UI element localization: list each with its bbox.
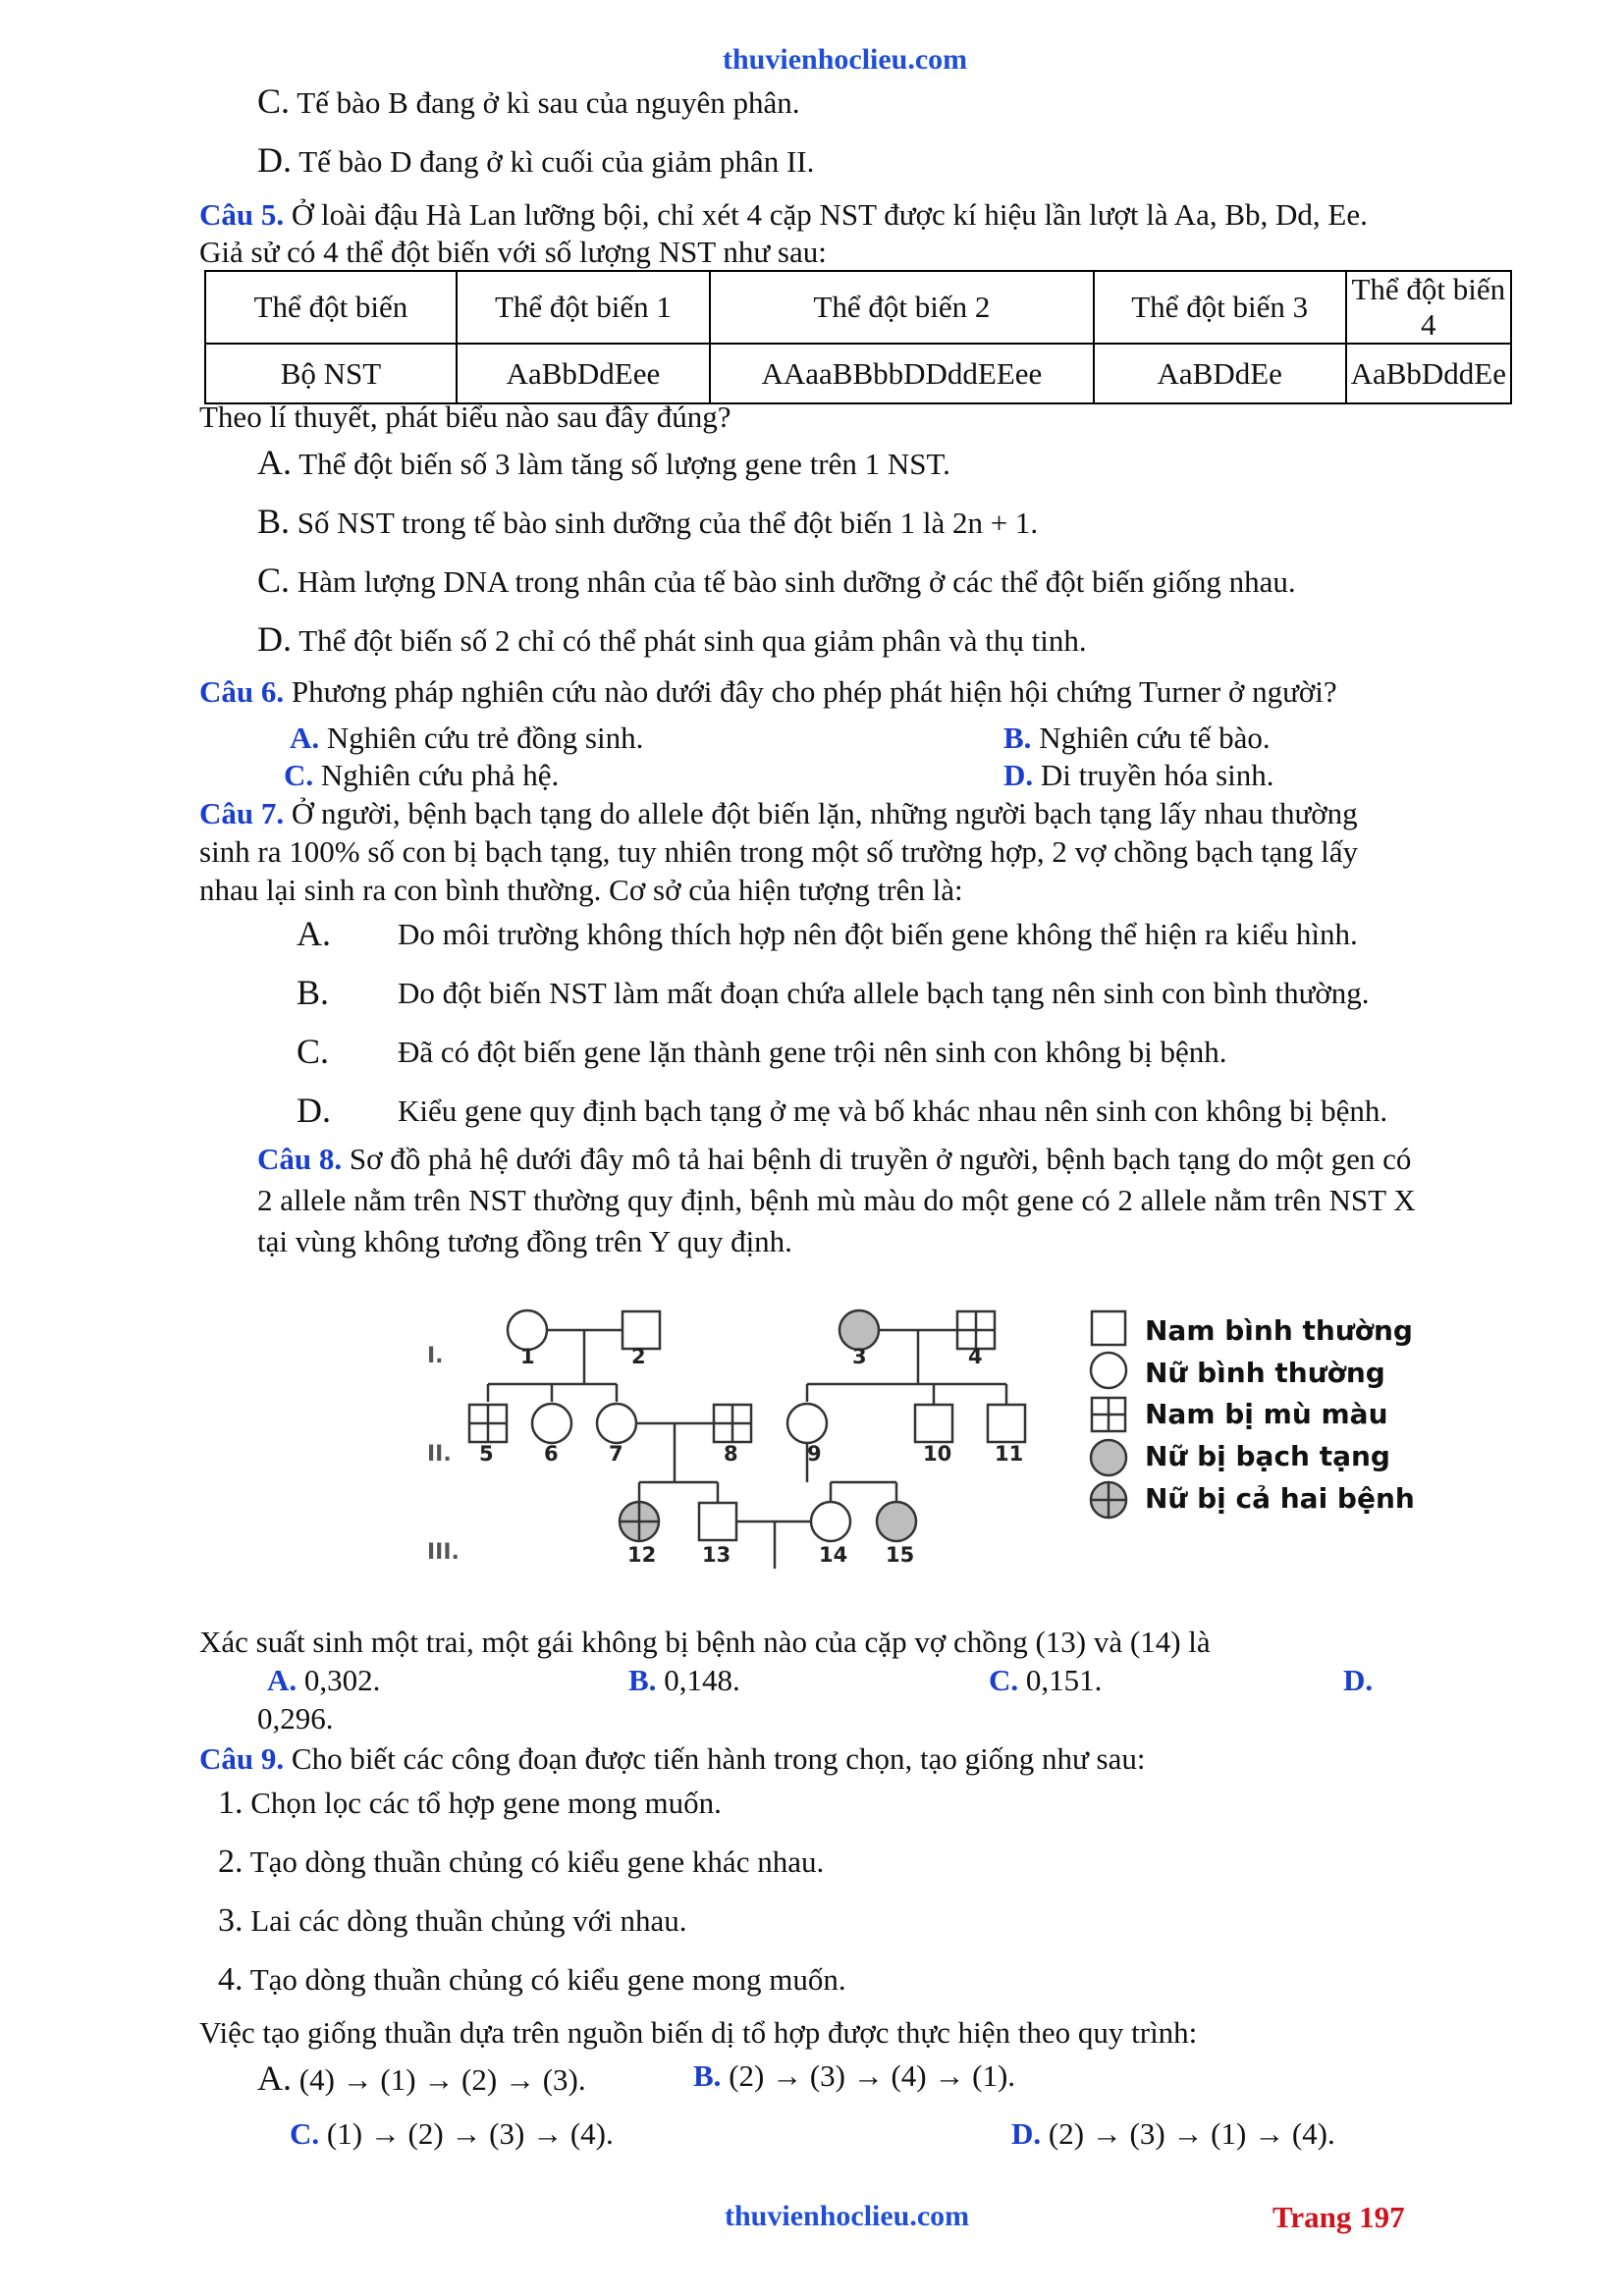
individual-number: 8 xyxy=(724,1442,738,1466)
mutant-table-cell: AaBDdEe xyxy=(1094,344,1346,403)
q6-option-b-letter: B. xyxy=(1003,721,1032,755)
header-site[interactable]: thuvienhoclieu.com xyxy=(723,43,968,76)
q6-option-a-letter: A. xyxy=(290,721,320,755)
individual-number: 3 xyxy=(852,1345,867,1368)
legend-label: Nam bị mù màu xyxy=(1145,1398,1388,1430)
q9-step-text: Tạo dòng thuần chủng có kiểu gene mong muốn. xyxy=(249,1962,846,1997)
q6-option-c-letter: C. xyxy=(284,758,314,792)
individual-number: 4 xyxy=(968,1345,983,1368)
q8-option-a xyxy=(267,1663,380,1698)
mutant-table-header: Thể đột biến 3 xyxy=(1094,271,1346,344)
q9-step xyxy=(218,1901,686,1940)
q7-text-line1: Ở người, bệnh bạch tạng do allele đột biến lặn, những người bạch tạng lấy nhau thường xyxy=(291,796,1358,830)
q6-option-b-text: Nghiên cứu tế bào. xyxy=(1039,721,1271,755)
individual-6 xyxy=(532,1404,571,1443)
q5-option-d-letter: D. xyxy=(257,619,292,659)
legend-label: Nam bình thường xyxy=(1145,1314,1413,1347)
q9-step-text: Tạo dòng thuần chủng có kiểu gene khác nhau. xyxy=(249,1844,825,1879)
individual-1 xyxy=(508,1310,547,1350)
q9-question xyxy=(199,1741,1145,1777)
q5-option-b-letter: B. xyxy=(257,502,291,541)
individual-number: 2 xyxy=(631,1345,646,1368)
individual-number: 15 xyxy=(886,1543,915,1567)
q5-option-a-text: Thể đột biến số 3 làm tăng số lượng gene trên 1 NST. xyxy=(298,447,950,481)
q6-option-d-letter: D. xyxy=(1003,758,1034,792)
q8-option-c-text: 0,151. xyxy=(1025,1663,1103,1697)
mutant-table-header: Thể đột biến 4 xyxy=(1346,271,1511,344)
q9-step-number: 2. xyxy=(218,1843,244,1880)
q4-option-c-text: Tế bào B đang ở kì sau của nguyên phân. xyxy=(297,85,800,120)
legend-label: Nữ bình thường xyxy=(1145,1357,1385,1389)
q9-option-b-text: (2) → (3) → (4) → (1). xyxy=(729,2058,1016,2093)
q4-option-d-text: Tế bào D đang ở kì cuối của giảm phân II. xyxy=(298,144,815,179)
q9-step xyxy=(218,1960,846,1999)
q8-line2: 2 allele nằm trên NST thường quy định, bệnh mù màu do một gene có 2 allele nằm trên NST X xyxy=(257,1183,1416,1217)
individual-number: 10 xyxy=(923,1442,952,1466)
q8-option-b-text: 0,148. xyxy=(664,1663,740,1697)
q8-option-c-letter: C. xyxy=(989,1663,1019,1697)
gen-label-1: I. xyxy=(427,1344,444,1368)
individual-15 xyxy=(877,1502,916,1541)
individual-number: 9 xyxy=(807,1442,822,1466)
mutant-table-header: Thể đột biến 1 xyxy=(457,271,710,344)
mutant-table-cell: AaBbDddEe xyxy=(1346,344,1511,403)
q5-option-c-letter: C. xyxy=(257,561,291,600)
q5-option-a-letter: A. xyxy=(257,443,292,482)
legend-female-albino-icon xyxy=(1091,1440,1126,1475)
q5-option-b-text: Số NST trong tế bào sinh dưỡng của thể đột biến 1 là 2n + 1. xyxy=(297,506,1039,540)
individual-10 xyxy=(915,1405,952,1442)
q5-option-d-text: Thể đột biến số 2 chỉ có thể phát sinh qua giảm phân và thụ tinh. xyxy=(298,623,1087,658)
page-number: Trang 197 xyxy=(1272,2200,1405,2234)
q9-option-b-letter: B. xyxy=(693,2058,722,2093)
q9-prompt: Việc tạo giống thuần dựa trên nguồn biến dị tổ hợp được thực hiện theo quy trình: xyxy=(199,2015,1198,2050)
q9-option-d xyxy=(1011,2116,1335,2152)
mutant-table-header: Thể đột biến xyxy=(205,271,457,344)
q9-option-c xyxy=(290,2116,614,2152)
q9-option-b xyxy=(693,2058,1015,2094)
individual-number: 5 xyxy=(479,1442,494,1466)
q4-option-c-letter: C. xyxy=(257,81,291,121)
q6-option-a-text: Nghiên cứu trẻ đồng sinh. xyxy=(326,721,644,755)
q8-label: Câu 8. xyxy=(257,1142,343,1176)
q7-line2: sinh ra 100% số con bị bạch tạng, tuy nhiên trong một số trường hợp, 2 vợ chồng bạch tạng lấy xyxy=(199,834,1359,869)
mutant-table-cell: AaBbDdEee xyxy=(457,344,710,403)
q6-option-d-text: Di truyền hóa sinh. xyxy=(1040,758,1274,792)
legend-label: Nữ bị cả hai bệnh xyxy=(1145,1482,1415,1515)
legend-male-normal-icon xyxy=(1092,1311,1125,1345)
q7-option-b-text: Do đột biến NST làm mất đoạn chứa allele bạch tạng nên sinh con bình thường. xyxy=(398,976,1370,1010)
q7-option-a-letter: A. xyxy=(297,914,331,953)
q9-option-d-letter: D. xyxy=(1011,2116,1042,2151)
individual-number: 7 xyxy=(609,1442,623,1466)
q5-text-line1: Ở loài đậu Hà Lan lưỡng bội, chỉ xét 4 cặp NST được kí hiệu lần lượt là Aa, Bb, Dd, Ee. xyxy=(291,197,1368,232)
q5-label: Câu 5. xyxy=(199,197,285,232)
gen-label-3: III. xyxy=(427,1540,460,1565)
q5-line2: Giả sử có 4 thể đột biến với số lượng NST như sau: xyxy=(199,235,827,269)
q8-line3: tại vùng không tương đồng trên Y quy định. xyxy=(257,1224,792,1258)
individual-5 xyxy=(469,1405,507,1442)
individual-11 xyxy=(988,1405,1025,1442)
mutant-table-cell: AAaaBBbbDDddEEee xyxy=(710,344,1094,403)
q8-option-a-letter: A. xyxy=(267,1663,298,1697)
individual-number: 6 xyxy=(544,1442,559,1466)
q9-step xyxy=(218,1842,824,1881)
q8-prompt: Xác suất sinh một trai, một gái không bị bệnh nào của cặp vợ chồng (13) và (14) là xyxy=(199,1625,1211,1659)
individual-2 xyxy=(623,1311,660,1349)
individual-14 xyxy=(811,1502,850,1541)
q8-option-b-letter: B. xyxy=(628,1663,657,1697)
q9-option-a-letter: A. xyxy=(257,2058,292,2098)
mutant-table-header: Thể đột biến 2 xyxy=(710,271,1094,344)
q8-option-d-letter: D. xyxy=(1343,1663,1374,1697)
q9-step-text: Lai các dòng thuần chủng với nhau. xyxy=(250,1903,687,1938)
individual-number: 13 xyxy=(702,1543,731,1567)
q9-option-c-text: (1) → (2) → (3) → (4). xyxy=(326,2116,614,2151)
q7-option-d-letter: D. xyxy=(297,1091,331,1130)
individual-7 xyxy=(597,1404,636,1443)
q9-option-c-letter: C. xyxy=(290,2116,320,2151)
mutant-table-cell: Bộ NST xyxy=(205,344,457,403)
individual-number: 14 xyxy=(819,1543,848,1567)
gen-label-2: II. xyxy=(427,1442,452,1467)
individual-3 xyxy=(839,1310,879,1350)
q5-prompt: Theo lí thuyết, phát biểu nào sau đây đúng? xyxy=(199,400,731,434)
q9-option-a-text: (4) → (1) → (2) → (3). xyxy=(298,2062,586,2097)
q7-option-c-letter: C. xyxy=(297,1032,330,1071)
individual-4 xyxy=(957,1311,995,1349)
individual-8 xyxy=(714,1405,751,1442)
legend-male-colorblind-icon xyxy=(1092,1398,1125,1431)
individual-13 xyxy=(699,1503,736,1540)
q8-option-a-text: 0,302. xyxy=(303,1663,381,1697)
q7-option-d-text: Kiểu gene quy định bạch tạng ở mẹ và bố khác nhau nên sinh con không bị bệnh. xyxy=(398,1094,1388,1128)
individual-12 xyxy=(620,1502,659,1541)
q7-line3: nhau lại sinh ra con bình thường. Cơ sở của hiện tượng trên là: xyxy=(199,873,963,907)
q7-option-b-letter: B. xyxy=(297,973,330,1012)
q9-step-number: 4. xyxy=(218,1961,244,1998)
q9-text: Cho biết các công đoạn được tiến hành trong chọn, tạo giống như sau: xyxy=(291,1741,1146,1776)
q9-step-text: Chọn lọc các tổ hợp gene mong muốn. xyxy=(250,1786,722,1820)
q6-text: Phương pháp nghiên cứu nào dưới đây cho phép phát hiện hội chứng Turner ở người? xyxy=(291,674,1337,709)
q9-label: Câu 9. xyxy=(199,1741,285,1776)
individual-number: 11 xyxy=(995,1442,1024,1466)
q9-option-d-text: (2) → (3) → (1) → (4). xyxy=(1048,2116,1335,2151)
q8-text-line1: Sơ đồ phả hệ dưới đây mô tả hai bệnh di truyền ở người, bệnh bạch tạng do một gen có xyxy=(349,1142,1412,1176)
q7-option-a-text: Do môi trường không thích hợp nên đột biến gene không thể hiện ra kiểu hình. xyxy=(398,917,1358,951)
q7-label: Câu 7. xyxy=(199,796,285,830)
q8-option-b xyxy=(628,1663,740,1698)
q8-option-c xyxy=(989,1663,1102,1698)
legend-label: Nữ bị bạch tạng xyxy=(1145,1440,1390,1472)
q4-option-d-letter: D. xyxy=(257,140,292,180)
q6-label: Câu 6. xyxy=(199,674,285,709)
individual-number: 12 xyxy=(627,1543,657,1567)
q8-option-d-text: 0,296. xyxy=(257,1701,334,1735)
q9-option-a xyxy=(257,2058,586,2099)
q9-step xyxy=(218,1784,722,1822)
legend-female-both-icon xyxy=(1091,1482,1126,1518)
q9-step-number: 1. xyxy=(218,1785,244,1821)
individual-number: 1 xyxy=(520,1345,535,1368)
footer-site[interactable]: thuvienhoclieu.com xyxy=(725,2200,970,2232)
legend-female-normal-icon xyxy=(1091,1353,1126,1388)
q6-option-c-text: Nghiên cứu phả hệ. xyxy=(320,758,560,792)
q7-option-c-text: Đã có đột biến gene lặn thành gene trội nên sinh con không bị bệnh. xyxy=(398,1035,1227,1069)
individual-9 xyxy=(787,1404,827,1443)
q9-step-number: 3. xyxy=(218,1902,244,1939)
q5-option-c-text: Hàm lượng DNA trong nhân của tế bào sinh dưỡng ở các thể đột biến giống nhau. xyxy=(297,564,1296,599)
